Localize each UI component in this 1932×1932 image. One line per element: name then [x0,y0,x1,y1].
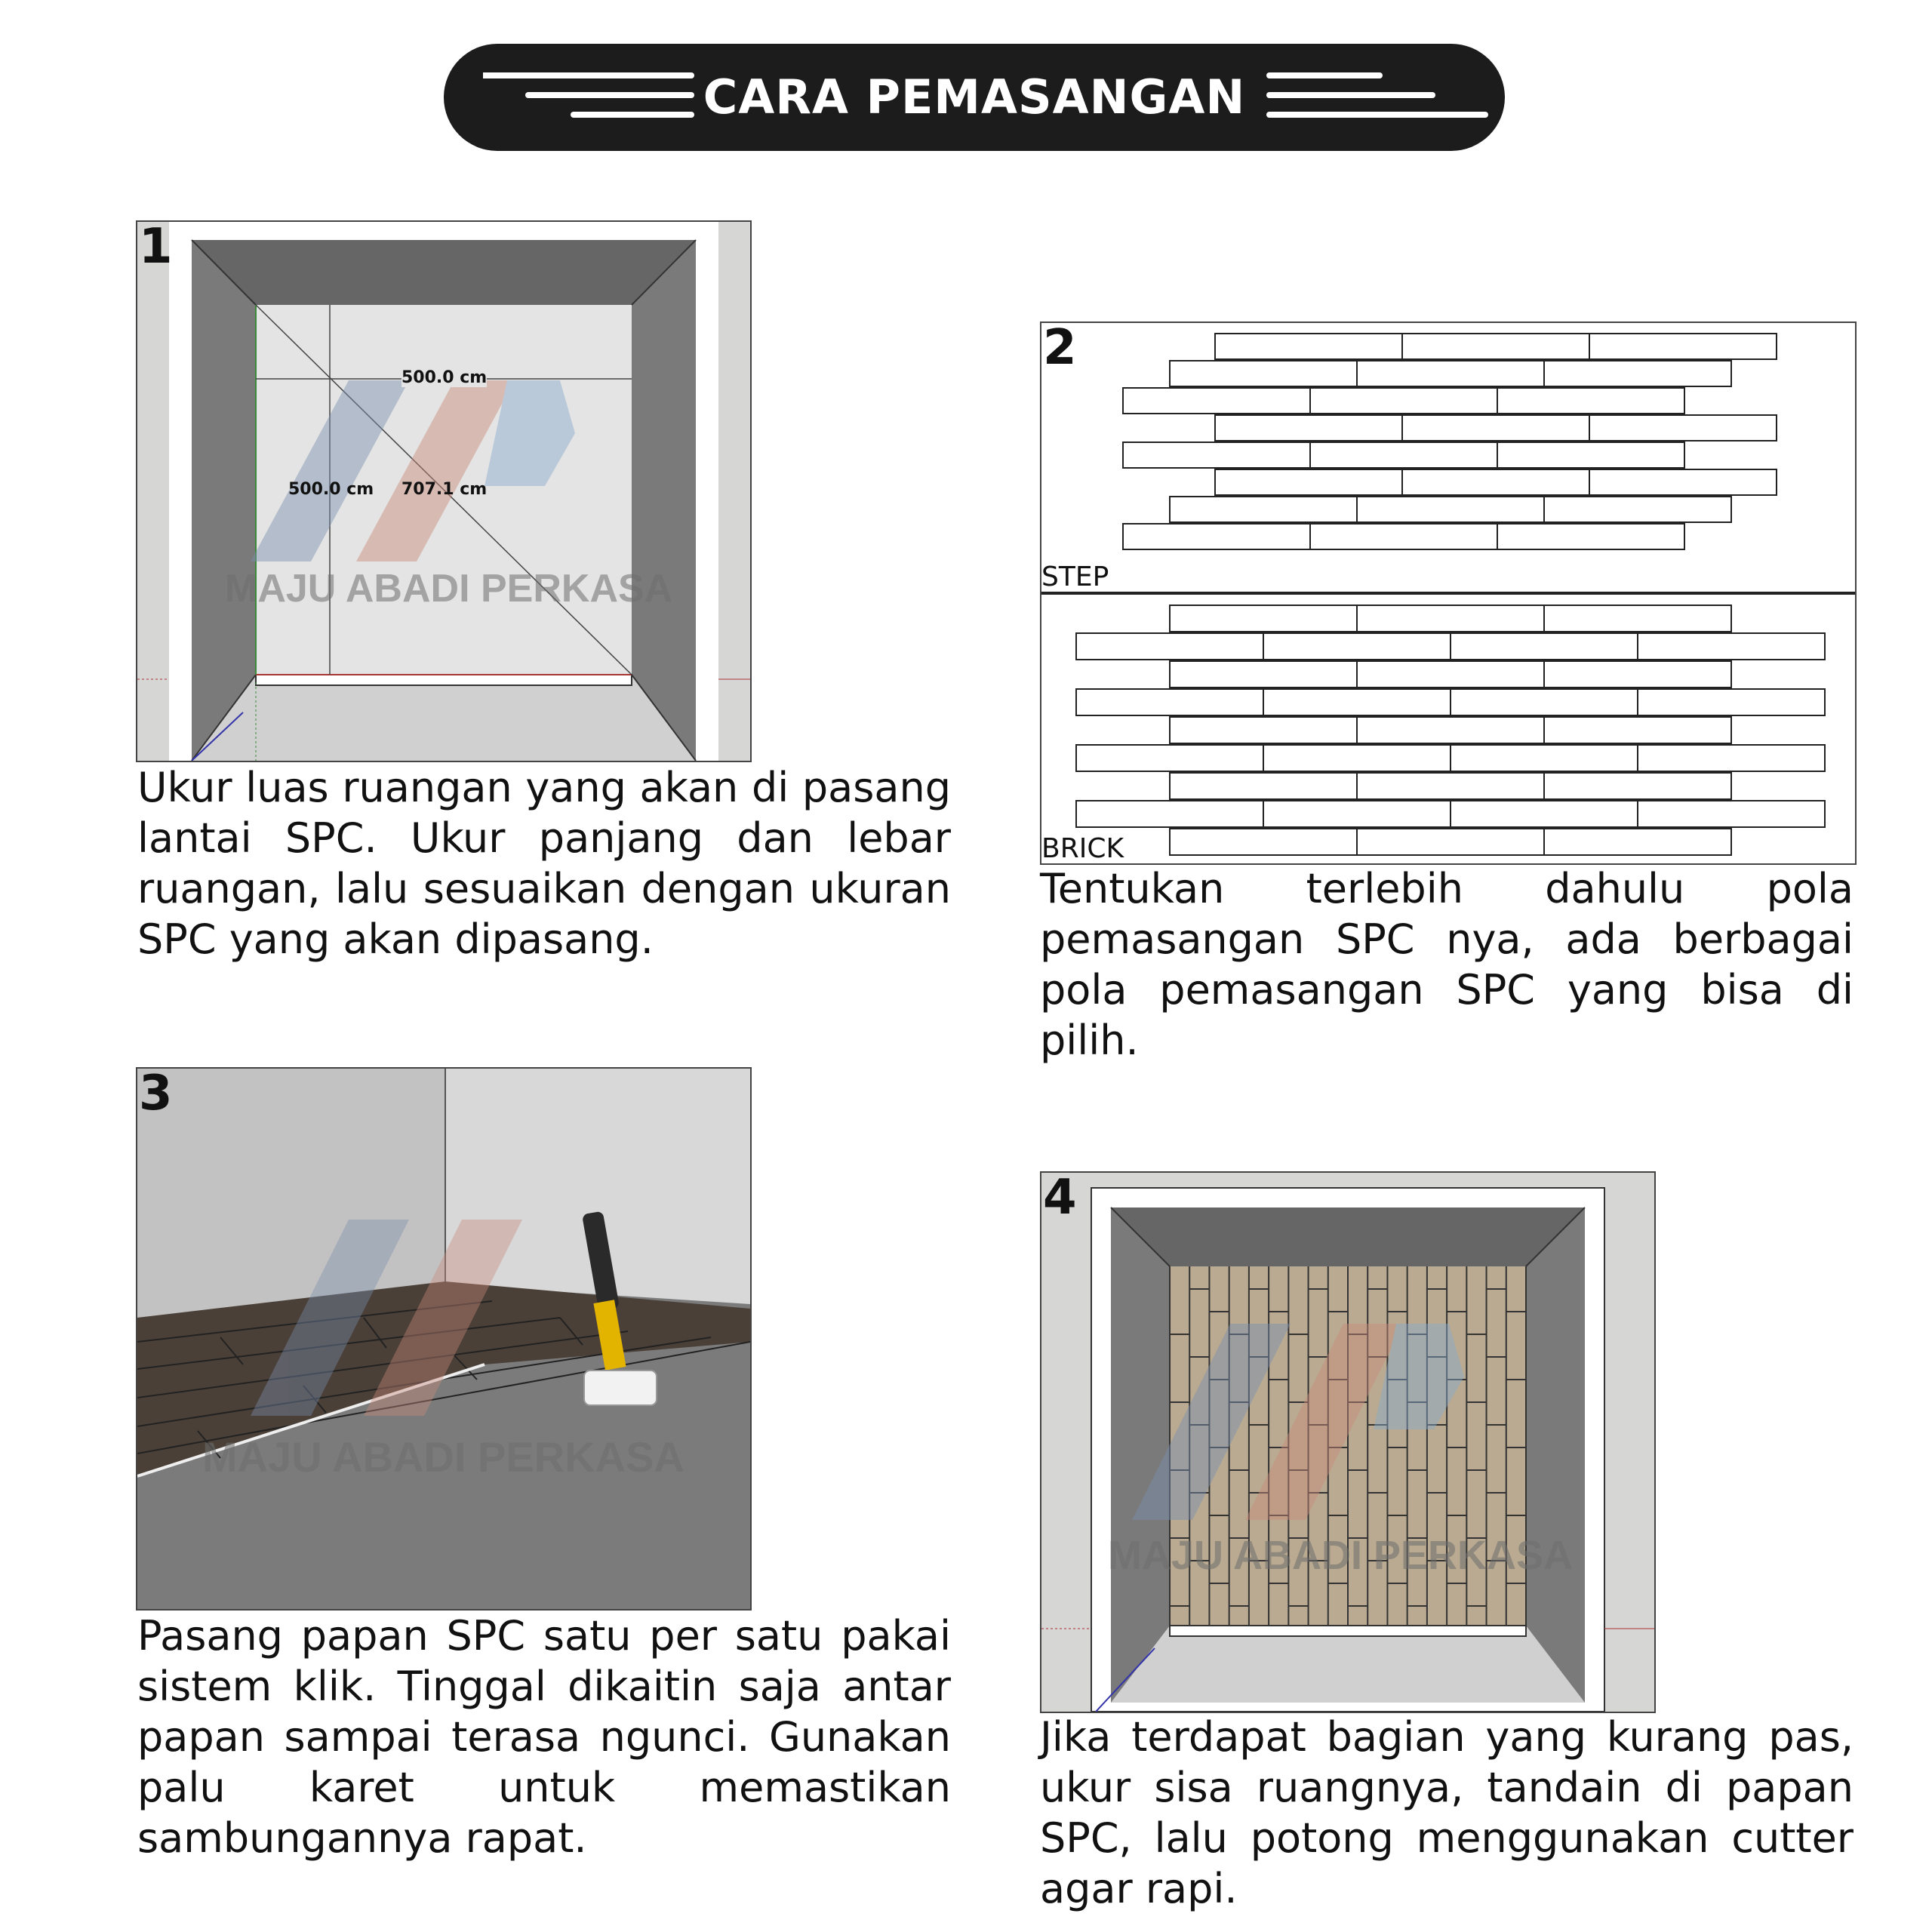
plank [1357,773,1544,799]
plank [1170,605,1357,632]
plank [1170,361,1357,386]
plank [1170,497,1357,522]
step-1-illustration [136,220,752,762]
plank [1544,497,1731,522]
plank-install-drawing [137,1069,750,1609]
dimension-width-label: 500.0 cm [401,368,488,387]
plank [1263,633,1451,660]
plank [1451,745,1638,771]
plank [1544,361,1731,386]
step-1-description: Ukur luas ruangan yang akan di pasang lantai SPC. Ukur panjang dan lebar ruangan, lalu sesuaikan dengan ukuran SPC yang akan dipasang. [137,764,951,963]
plank [1544,661,1731,688]
watermark-text: MAJU ABADI PERKASA [1108,1533,1574,1578]
decorative-lines-right [1266,72,1493,125]
step-4-illustration [1040,1171,1656,1713]
plank [1589,334,1777,359]
plank [1638,745,1825,771]
plank [1215,415,1402,441]
plank [1451,801,1638,827]
install-patterns-drawing [1041,323,1855,863]
dimension-height-label: 500.0 cm [288,480,374,499]
plank [1402,469,1589,495]
plank [1215,334,1402,359]
plank [1451,633,1638,660]
plank [1497,524,1684,549]
plank [1076,801,1263,827]
step-number: 2 [1043,321,1077,376]
plank [1076,633,1263,660]
dimension-diagonal-label: 707.1 cm [401,480,488,499]
plank [1402,334,1589,359]
plank [1357,717,1544,743]
plank [1544,829,1731,855]
plank [1544,773,1731,799]
finished-floor-drawing [1041,1173,1654,1712]
plank [1357,605,1544,632]
header-banner [444,44,1505,151]
step-2-illustration [1040,321,1857,865]
plank [1544,605,1731,632]
step-number: 1 [139,220,173,275]
plank [1451,689,1638,715]
step-pattern [1123,334,1777,549]
plank [1402,415,1589,441]
plank [1357,497,1544,522]
plank [1170,773,1357,799]
plank [1589,469,1777,495]
page-title: CARA PEMASANGAN [703,69,1246,125]
plank [1357,661,1544,688]
plank [1123,442,1310,468]
plank [1170,829,1357,855]
plank [1263,801,1451,827]
plank [1310,388,1497,414]
plank [1263,745,1451,771]
plank [1310,524,1497,549]
plank [1215,469,1402,495]
plank [1076,689,1263,715]
plank [1170,717,1357,743]
pattern-label-step: STEP [1041,561,1109,592]
plank [1310,442,1497,468]
plank [1638,801,1825,827]
plank [1589,415,1777,441]
step-number: 3 [139,1067,173,1121]
plank [1263,689,1451,715]
watermark-text: MAJU ABADI PERKASA [202,1433,685,1481]
plank [1123,524,1310,549]
watermark-text: MAJU ABADI PERKASA [225,567,673,611]
step-2-description: Tentukan terlebih dahulu pola pemasangan SPC nya, ada berbagai pola pemasangan SPC yang bisa di pilih. [1040,865,1854,1064]
plank [1076,745,1263,771]
plank [1497,442,1684,468]
step-4-description: Jika terdapat bagian yang kurang pas, ukur sisa ruangnya, tandain di papan SPC, lalu potong menggunakan cutter agar rapi. [1040,1713,1854,1912]
plank [1497,388,1684,414]
step-number: 4 [1043,1171,1077,1226]
plank [1638,689,1825,715]
plank [1123,388,1310,414]
plank [1357,361,1544,386]
step-3-illustration [136,1067,752,1611]
brick-pattern [1076,605,1825,855]
plank [1544,717,1731,743]
plank [1638,633,1825,660]
plank [1357,829,1544,855]
pattern-label-brick: BRICK [1041,833,1124,863]
step-3-description: Pasang papan SPC satu per satu pakai sistem klik. Tinggal dikaitin saja antar papan sampai terasa ngunci. Gunakan palu karet untuk memastikan sambungannya rapat. [137,1612,951,1862]
plank [1170,661,1357,688]
